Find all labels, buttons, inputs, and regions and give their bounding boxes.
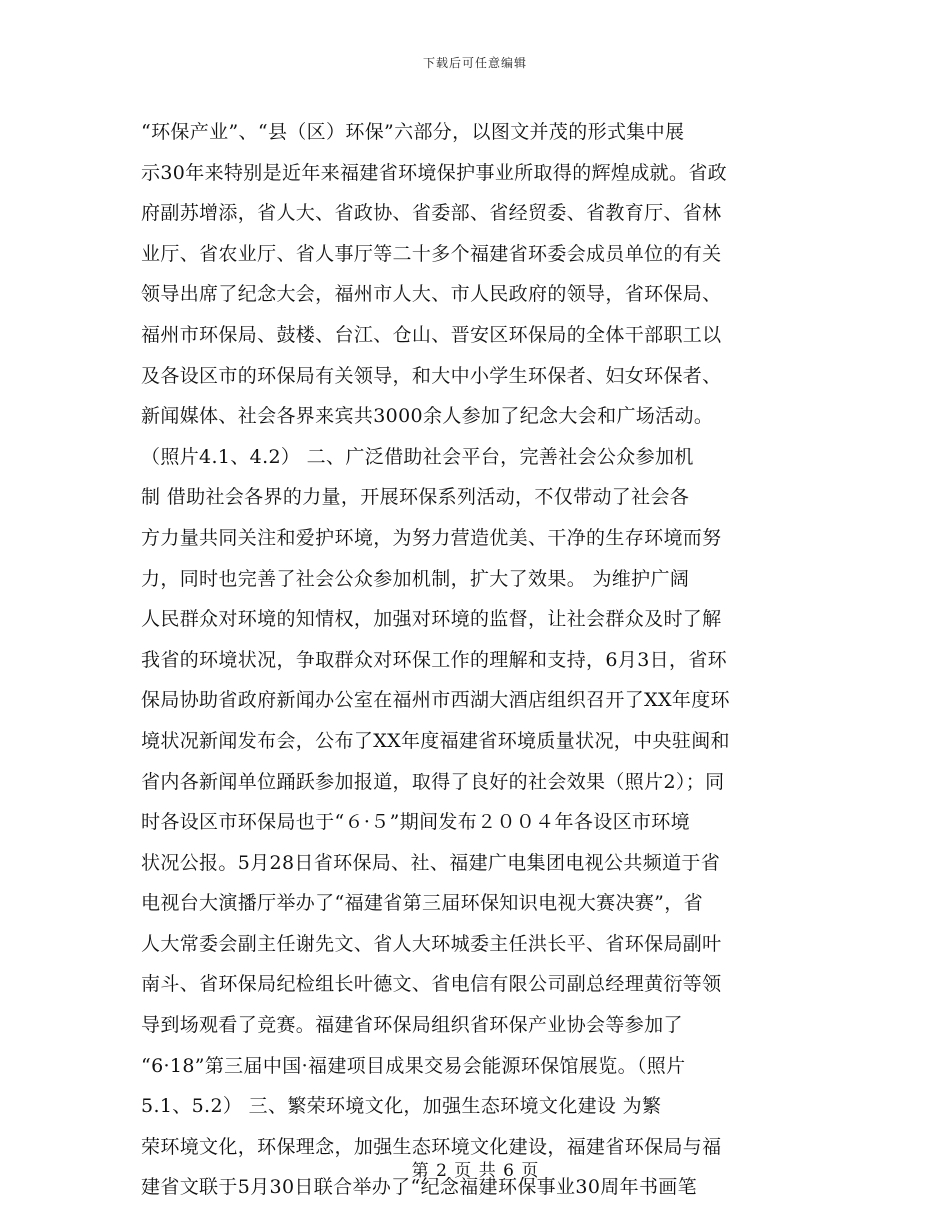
body-line: 及各设区市的环保局有关领导，和大中小学生环保者、妇女环保者、: [141, 364, 722, 387]
body-line: 荣环境文化，环保理念，加强生态环境文化建设，福建省环保局与福: [141, 1135, 722, 1158]
body-line: 保局协助省政府新闻办公室在福州市西湖大酒店组织召开了XX年度环: [141, 689, 730, 712]
document-body: [141, 112, 811, 1208]
body-line: 省内各新闻单位踊跃参加报道，取得了良好的社会效果（照片2）；同: [141, 770, 725, 793]
body-line: 我省的环境状况，争取群众对环保工作的理解和支持，6月3日，省环: [141, 648, 728, 671]
body-line: 福州市环保局、鼓楼、台江、仓山、晋安区环保局的全体干部职工以: [141, 323, 722, 346]
body-line: “6·18”第三届中国·福建项目成果交易会能源环保馆展览。（照片: [141, 1054, 686, 1077]
body-line: 人大常委会副主任谢先文、省人大环城委主任洪长平、省环保局副叶: [141, 932, 722, 955]
body-line: 境状况新闻发布会，公布了XX年度福建省环境质量状况，中央驻闽和: [141, 729, 730, 752]
body-line: 状况公报。5月28日省环保局、社、福建广电集团电视公共频道于省: [141, 851, 721, 874]
body-line: 5.1、5.2） 三、繁荣环境文化，加强生态环境文化建设 为繁: [141, 1095, 662, 1118]
body-line: 力，同时也完善了社会公众参加机制，扩大了效果。 为维护广阔: [141, 567, 690, 590]
body-line: （照片4.1、4.2） 二、广泛借助社会平台，完善社会公众参加机: [141, 445, 694, 468]
body-line: 南斗、省环保局纪检组长叶德文、省电信有限公司副总经理黄衍等领: [141, 973, 722, 996]
body-line: 人民群众对环境的知情权，加强对环境的监督，让社会群众及时了解: [141, 608, 722, 631]
body-line: 业厅、省农业厅、省人事厅等二十多个福建省环委会成员单位的有关: [141, 242, 722, 265]
body-line: 电视台大演播厅举办了“福建省第三届环保知识电视大赛决赛”，省: [141, 892, 703, 915]
page-number-footer: 第 2 页 共 6 页: [411, 1161, 539, 1181]
body-line: 示30年来特别是近年来福建省环境保护事业所取得的辉煌成就。省政: [141, 161, 728, 184]
body-line: 领导出席了纪念大会，福州市人大、市人民政府的领导，省环保局、: [141, 283, 722, 306]
body-line: 导到场观看了竞赛。福建省环保局组织省环保产业协会等参加了: [141, 1014, 683, 1037]
body-line: “环保产业”、“县（区）环保”六部分，以图文并茂的形式集中展: [141, 121, 685, 143]
body-line: 时各设区市环保局也于“６·５”期间发布２００４年各设区市环境: [141, 811, 690, 834]
body-line: 方力量共同关注和爱护环境，为努力营造优美、干净的生存环境而努: [141, 526, 722, 549]
body-line: 新闻媒体、社会各界来宾共3000余人参加了纪念大会和广场活动。: [141, 405, 714, 428]
body-line: 制 借助社会各界的力量，开展环保系列活动，不仅带动了社会各: [141, 486, 690, 509]
page-header-note: 下载后可任意编辑: [422, 56, 527, 70]
body-line: 府副苏增添，省人大、省政协、省委部、省经贸委、省教育厅、省林: [141, 202, 722, 225]
body-line: 建省文联于5月30日联合举办了“纪念福建环保事业30周年书画笔: [141, 1176, 698, 1199]
